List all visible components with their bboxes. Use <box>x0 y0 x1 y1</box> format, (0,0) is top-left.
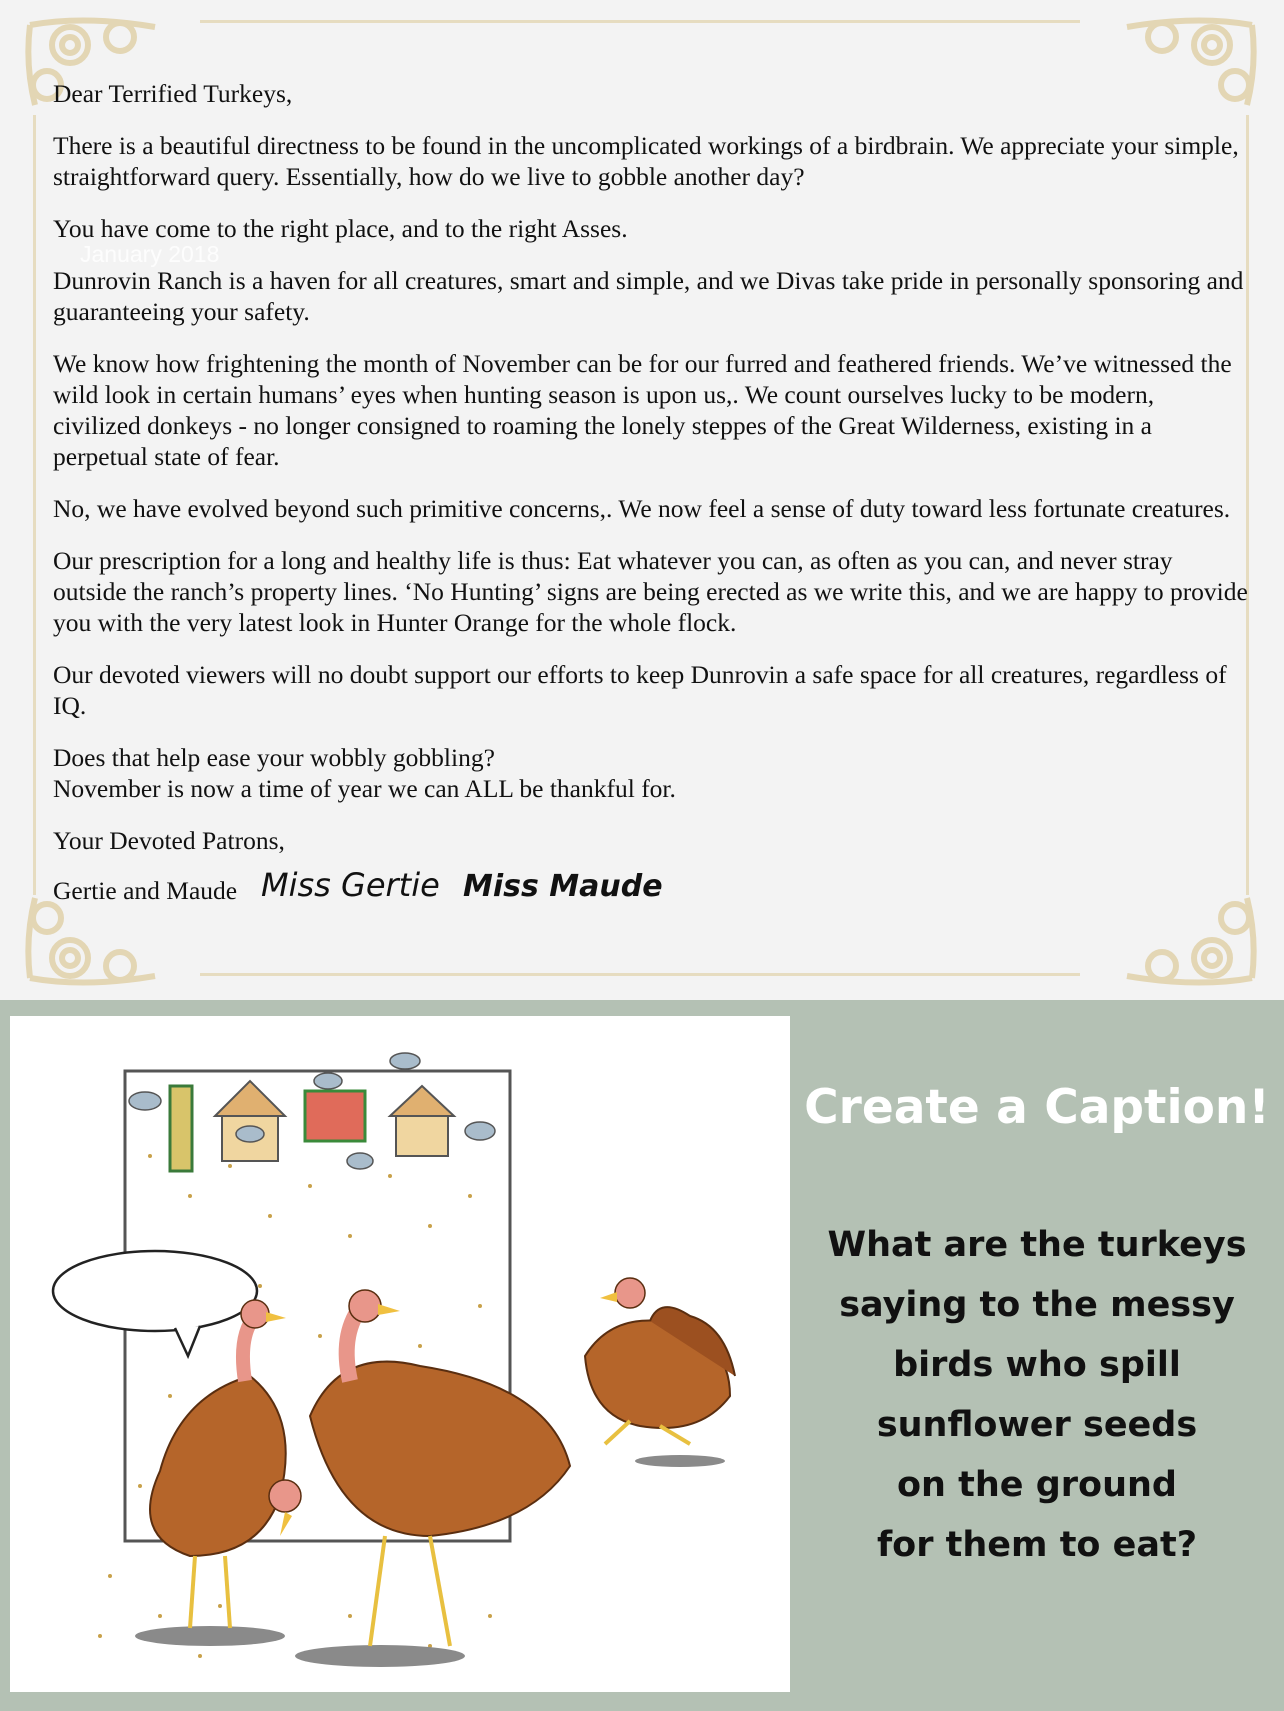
question-line: on the ground <box>897 1465 1177 1505</box>
question-line: birds who spill <box>893 1345 1181 1385</box>
date-watermark: January 2018 <box>80 241 220 267</box>
caption-title: Create a Caption! <box>804 1080 1270 1135</box>
bottom-border-rule <box>200 973 1080 976</box>
caption-panel <box>0 1000 1284 1711</box>
svg-text:Miss Maude: Miss Maude <box>463 869 663 904</box>
question-line: sunflower seeds <box>876 1405 1198 1445</box>
signer-names: Gertie and Maude <box>53 876 238 905</box>
letter-paragraph: Dunrovin Ranch is a haven for all creatures, smart and simple, and we Divas take pride in personally sponsoring and guaranteeing your safety. <box>53 266 1244 326</box>
closing-line-1: Does that help ease your wobbly gobbling? <box>53 743 495 772</box>
question-line: What are the turkeys <box>827 1225 1247 1265</box>
letter-paragraph: Our prescription for a long and healthy life is thus: Eat whatever you can, as often as you can, and never stray outside the ranch’s property lines. ‘No Hunting’ signs are being erected as we write this, and we are happy to provide you with the very latest look in Hunter Orange for the whole flock. <box>53 546 1248 637</box>
closing-line-2: November is now a time of year we can ALL be thankful for. <box>53 774 676 803</box>
caption-question <box>790 1215 1284 1575</box>
letter-paragraph: You have come to the right place, and to the right Asses. <box>53 214 628 243</box>
question-line: for them to eat? <box>876 1525 1198 1565</box>
top-border-rule <box>200 20 1080 23</box>
question-line: saying to the messy <box>839 1285 1235 1325</box>
turkeys-cartoon-image <box>10 1016 790 1692</box>
left-border-rule <box>33 115 36 895</box>
signature-miss-maude <box>461 862 663 906</box>
letter-paragraph: Our devoted viewers will no doubt support our efforts to keep Dunrovin a safe space for all creatures, regardless of IQ. <box>53 660 1227 720</box>
signature-row <box>53 862 1248 906</box>
letter-sign-off: Your Devoted Patrons, <box>53 826 285 855</box>
letter-paragraph: No, we have evolved beyond such primitive concerns,. We now feel a sense of duty toward less fortunate creatures. <box>53 494 1231 523</box>
letter-greeting: Dear Terrified Turkeys, <box>53 79 293 108</box>
letter-closing <box>53 742 1248 804</box>
letter-paragraph: We know how frightening the month of November can be for our furred and feathered friends. We’ve witnessed the wild look in certain humans’ eyes when hunting season is upon us,. We count ourselves lucky to be modern, civilized donkeys - no longer consigned to roaming the lonely steppes of the Great Wilderness, existing in a perpetual state of fear. <box>53 349 1232 471</box>
letter-body <box>53 78 1248 906</box>
cartoon-illustration <box>10 1016 790 1692</box>
svg-text:Miss Gertie: Miss Gertie <box>261 866 440 904</box>
signature-miss-gertie <box>259 862 459 906</box>
ornament-bottom-left-icon <box>25 893 200 988</box>
letter-paragraph: There is a beautiful directness to be found in the uncomplicated workings of a birdbrain. We appreciate your simple, straightforward query. Essentially, how do we live to gobble another day? <box>53 131 1239 191</box>
ornament-bottom-right-icon <box>1082 893 1257 988</box>
